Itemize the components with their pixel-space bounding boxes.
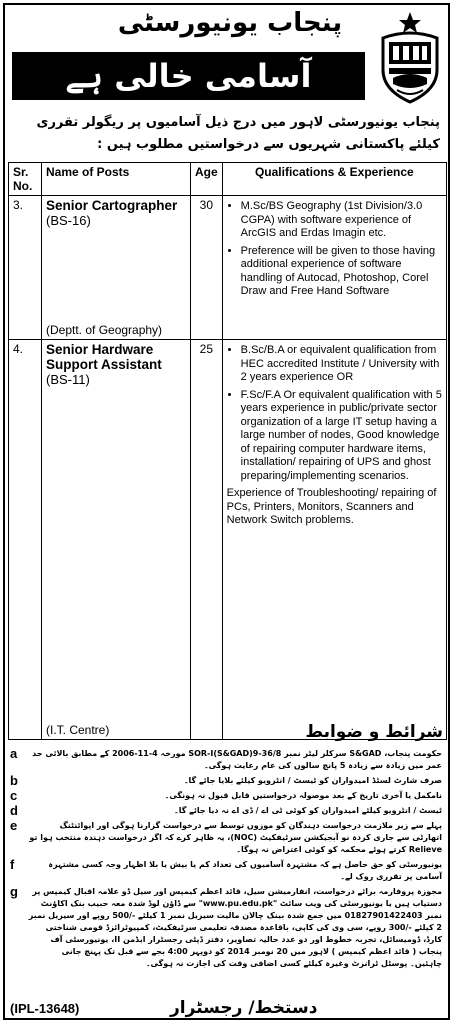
term-item (10, 748, 442, 772)
term-item (10, 775, 442, 787)
post-scale: (BS-11) (46, 372, 90, 387)
term-letter: d (10, 803, 18, 818)
term-text: نامکمل یا آخری تاریخ کے بعد موصولہ درخواستیں قابل قبول نہ ہونگی۔ (164, 791, 442, 800)
registrar-signature: دستخط/ رجسٹرار (170, 998, 318, 1018)
qualification-item: • B.Sc/B.A or equivalent qualification from HEC accredited Institute / University with 2 years experience OR (241, 344, 442, 385)
term-text: یونیورسٹی کو حق حاصل ہے کہ مشتہرہ آسامیوں کی تعداد کم یا بیش یا بلا اظہار وجہ کسی مشتہرہ آسامی پر تقرری روک لے۔ (48, 860, 442, 881)
row-qualifications (222, 196, 446, 340)
term-letter: e (10, 818, 18, 833)
qualification-item: • F.Sc/F.A Or equivalent qualification with 5 years experience in public/private sector organization of a large IT setup having a large number of nodes, Good knowledge of repairing computer hardware items, installation/ repairing of UPS and ghost preparing/implementing scenarios. (241, 389, 442, 484)
row-post (42, 196, 191, 340)
term-item (10, 886, 442, 970)
term-text: مجوزہ پروفارمہ برائے درخواست، انفارمیشن سیل، قائد اعظم کیمپس اور سیل ڈو علامہ اقبال کیمپس پر دستیاب ہیں یا یونیورسٹی کی ویب سائٹ "www.pu.edu.pk" سے ڈاؤن لوڈ شدہ معہ حبیب بنک اکاؤنٹ نمبر 01827901422403 میں جمع شدہ بینک چالان مالیت سیریل نمبر 1 کیلئے -/500 روپے اور سیریل نمبر 2 کیلئے -/300 روپے، سی وی کی کاپی، باقاعدہ مصدقہ تعلیمی سرٹیفکیٹ، کمپیوٹرائزڈ قومی شناختی کارڈ، ڈومیسائل، تجربہ خطوط اور دو عدد حالیہ تصاویر، دفتر ڈپٹی رجسٹرار ایڈمن II، یونیورسٹی آف پنجاب ( قائد اعظم کیمپس ) لاہور میں 20 نومبر 2014 کو دوپہر 4:00 بجے سے قبل تک پہنچ جانی چاہئیں۔ پوسٹل ٹرانزٹ وغیرہ کیلئے کسی اضافی وقت کی اجازت نہ ہوگی۔ (28, 887, 442, 968)
term-text: صرف شارٹ لسٹڈ امیدواران کو ٹیسٹ / انٹرویو کیلئے بلایا جائے گا۔ (183, 776, 442, 785)
term-letter: b (10, 773, 18, 788)
post-department: (I.T. Centre) (46, 723, 110, 737)
intro-text: پنجاب یونیورسٹی لاہور میں درج ذیل آسامیوں پر ریگولر تقرری کیلئے پاکستانی شہریوں سے درخواستیں مطلوب ہیں : (36, 115, 440, 152)
terms-list (10, 748, 442, 973)
terms-title: شرائط و ضوابط (305, 722, 443, 742)
row-sr: 3. (9, 196, 42, 340)
table-header-row (9, 163, 447, 196)
post-scale: (BS-16) (46, 213, 91, 228)
post-name: Senior Hardware Support Assistant (46, 342, 162, 372)
table-row (9, 196, 447, 340)
row-age: 25 (191, 340, 223, 740)
qualification-extra: Experience of Troubleshooting/ repairing of PCs, Printers, Monitors, Scanners and Network Switch problems. (226, 487, 437, 526)
term-text: حکومت پنجاب، S&GAD سرکلر لیٹر نمبر SOR-I(S&GAD)9-36/8 مورخہ 4-11-2006 کے مطابق بالائی حد عمر میں زیادہ سے زیادہ 5 پانچ سالوں کی عام رعایت ہوگی۔ (32, 749, 442, 770)
row-qualifications (222, 340, 446, 740)
term-item (10, 859, 442, 883)
table-row (9, 340, 447, 740)
vacancy-table (8, 162, 447, 740)
term-letter: a (10, 746, 18, 761)
term-letter: c (10, 788, 18, 803)
ipl-reference: (IPL-13648) (10, 1001, 80, 1016)
term-item (10, 805, 442, 817)
post-department: (Deptt. of Geography) (46, 323, 163, 337)
col-sr-no: Sr. No. (9, 163, 42, 196)
term-item (10, 790, 442, 802)
vacancy-banner: آسامی خالی ہے (12, 52, 365, 100)
term-letter: f (10, 857, 15, 872)
university-logo-icon (375, 8, 445, 106)
row-sr: 4. (9, 340, 42, 740)
col-qualifications: Qualifications & Experience (222, 163, 446, 196)
row-age: 30 (191, 196, 223, 340)
qualification-item: • M.Sc/BS Geography (1st Division/3.0 CGPA) with software experience of ArcGIS and Erdas Imagin etc. (241, 200, 442, 241)
post-name: Senior Cartographer (46, 198, 178, 213)
term-item (10, 820, 442, 856)
term-text: پہلے سے زیر ملازمت درخواست دہندگان کو موزوں توسط سے درخواست گزارنا ہوگی اور اپوائنٹنگ اتھارٹی سے جاری کردہ نو آبجیکشن سرٹیفکیٹ (NOC)، یہ ظاہر کرے کہ اگر درخواست دہندہ منتخب ہوا تو Relieve کرتے ہوئے محکمہ کو کوئی اعتراض نہ ہوگا۔ (29, 821, 442, 854)
col-age: Age (191, 163, 223, 196)
term-letter: g (10, 884, 18, 899)
university-title: پنجاب یونیورسٹی (117, 8, 343, 38)
col-name-of-posts: Name of Posts (42, 163, 191, 196)
term-text: ٹیسٹ / انٹرویو کیلئے امیدواران کو کوئی ٹی اے / ڈی اے نہ دیا جائے گا۔ (174, 806, 442, 815)
qualification-item: • Preference will be given to those having additional experience of software handling of Autocad, Photoshop, Corel Draw and Free Hand Software (241, 245, 442, 299)
row-post (42, 340, 191, 740)
